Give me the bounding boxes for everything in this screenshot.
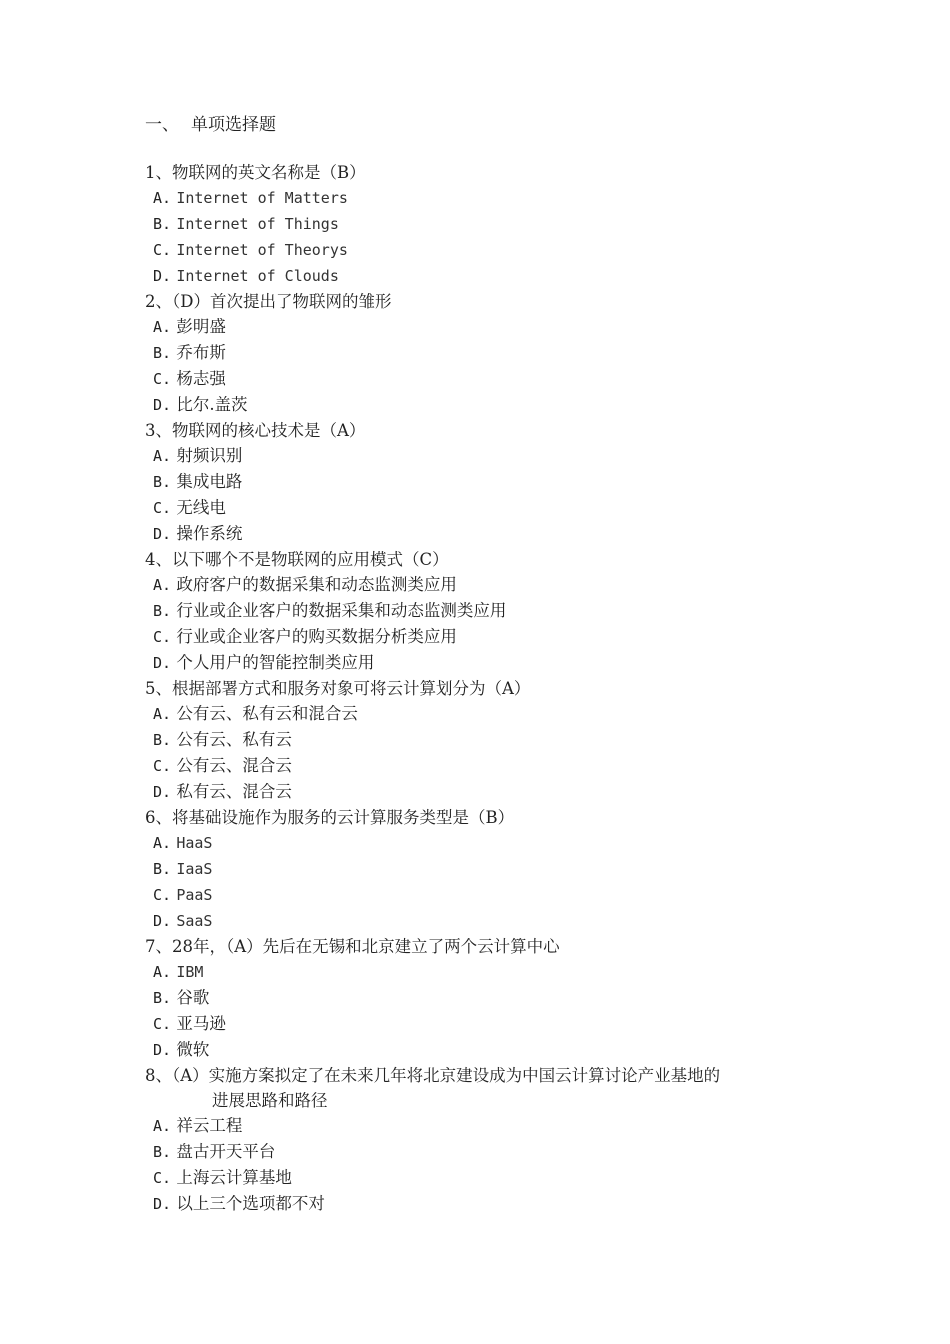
option-letter: A. [153, 963, 172, 981]
question-text: 5、根据部署方式和服务对象可将云计算划分为（A） [145, 679, 531, 698]
option-text: 祥云工程 [176, 1116, 243, 1135]
question-8 [145, 1063, 845, 1113]
option-text: PaaS [176, 886, 213, 904]
option-letter: B. [153, 473, 172, 491]
option-c [145, 624, 845, 650]
option-a [145, 959, 845, 985]
option-text: Internet of Matters [176, 189, 348, 207]
option-letter: A. [153, 318, 172, 336]
option-c [145, 1011, 845, 1037]
option-c [145, 495, 845, 521]
option-d [145, 779, 845, 805]
question-text-continuation: 进展思路和路径 [212, 1091, 328, 1110]
question-text: 4、以下哪个不是物联网的应用模式（C） [145, 550, 449, 569]
option-text: 微软 [176, 1040, 210, 1059]
option-letter: C. [153, 1169, 172, 1187]
option-letter: C. [153, 370, 172, 388]
option-text: 公有云、私有云和混合云 [176, 704, 358, 723]
question-text: 1、物联网的英文名称是（B） [145, 163, 366, 182]
option-d [145, 908, 845, 934]
option-text: 行业或企业客户的购买数据分析类应用 [176, 627, 457, 646]
option-letter: B. [153, 860, 172, 878]
option-text: IaaS [176, 860, 213, 878]
option-letter: D. [153, 783, 172, 801]
option-text: 乔布斯 [176, 343, 226, 362]
option-text: 以上三个选项都不对 [176, 1194, 325, 1213]
question-text: 8、（A）实施方案拟定了在未来几年将北京建设成为中国云计算讨论产业基地的 [145, 1066, 721, 1085]
question-6 [145, 805, 845, 830]
option-text: 盘古开天平台 [176, 1142, 276, 1161]
option-text: 比尔.盖茨 [176, 395, 248, 414]
option-text: 集成电路 [176, 472, 243, 491]
option-letter: C. [153, 757, 172, 775]
option-a [145, 572, 845, 598]
option-letter: D. [153, 1195, 172, 1213]
option-c [145, 882, 845, 908]
option-d [145, 1037, 845, 1063]
option-b [145, 469, 845, 495]
question-text: 3、物联网的核心技术是（A） [145, 421, 366, 440]
option-text: 政府客户的数据采集和动态监测类应用 [176, 575, 457, 594]
option-letter: B. [153, 602, 172, 620]
option-text: 私有云、混合云 [176, 782, 292, 801]
option-d [145, 1191, 845, 1217]
option-letter: B. [153, 989, 172, 1007]
option-letter: A. [153, 1117, 172, 1135]
option-letter: C. [153, 241, 172, 259]
option-letter: A. [153, 576, 172, 594]
option-letter: D. [153, 1041, 172, 1059]
option-text: 上海云计算基地 [176, 1168, 292, 1187]
option-c [145, 753, 845, 779]
section-number: 一、 [145, 115, 179, 135]
option-d [145, 521, 845, 547]
option-letter: D. [153, 525, 172, 543]
option-b [145, 985, 845, 1011]
option-a [145, 185, 845, 211]
option-text: 杨志强 [176, 369, 226, 388]
option-letter: C. [153, 886, 172, 904]
option-a [145, 443, 845, 469]
option-letter: A. [153, 447, 172, 465]
option-letter: D. [153, 396, 172, 414]
option-a [145, 830, 845, 856]
question-text: 7、28年，（A）先后在无锡和北京建立了两个云计算中心 [145, 937, 560, 956]
question-list [145, 160, 845, 1217]
option-letter: C. [153, 499, 172, 517]
option-b [145, 727, 845, 753]
option-letter: B. [153, 344, 172, 362]
section-heading [145, 113, 276, 137]
option-text: 公有云、混合云 [176, 756, 292, 775]
option-text: SaaS [176, 912, 213, 930]
option-b [145, 856, 845, 882]
option-letter: A. [153, 189, 172, 207]
option-letter: B. [153, 1143, 172, 1161]
option-b [145, 340, 845, 366]
question-5 [145, 676, 845, 701]
option-text: 行业或企业客户的数据采集和动态监测类应用 [176, 601, 507, 620]
option-letter: C. [153, 628, 172, 646]
option-d [145, 650, 845, 676]
option-a [145, 701, 845, 727]
option-a [145, 1113, 845, 1139]
section-title: 单项选择题 [191, 115, 276, 135]
option-text: Internet of Things [176, 215, 339, 233]
question-7 [145, 934, 845, 959]
option-letter: C. [153, 1015, 172, 1033]
option-text: 谷歌 [176, 988, 210, 1007]
option-letter: B. [153, 215, 172, 233]
option-letter: D. [153, 267, 172, 285]
option-b [145, 211, 845, 237]
option-b [145, 598, 845, 624]
option-a [145, 314, 845, 340]
question-text: 2、（D）首次提出了物联网的雏形 [145, 292, 392, 311]
option-letter: A. [153, 834, 172, 852]
option-c [145, 1165, 845, 1191]
option-text: HaaS [176, 834, 213, 852]
option-text: IBM [176, 963, 204, 981]
option-letter: B. [153, 731, 172, 749]
option-d [145, 263, 845, 289]
option-text: 无线电 [176, 498, 226, 517]
question-1 [145, 160, 845, 185]
option-text: 公有云、私有云 [176, 730, 292, 749]
option-text: Internet of Clouds [176, 267, 339, 285]
question-2 [145, 289, 845, 314]
option-c [145, 237, 845, 263]
option-text: 射频识别 [176, 446, 243, 465]
option-text: 亚马逊 [176, 1014, 226, 1033]
option-text: Internet of Theorys [176, 241, 348, 259]
option-text: 操作系统 [176, 524, 243, 543]
option-d [145, 392, 845, 418]
option-letter: A. [153, 705, 172, 723]
option-letter: D. [153, 912, 172, 930]
option-letter: D. [153, 654, 172, 672]
question-text: 6、将基础设施作为服务的云计算服务类型是（B） [145, 808, 515, 827]
option-text: 个人用户的智能控制类应用 [176, 653, 375, 672]
option-c [145, 366, 845, 392]
option-b [145, 1139, 845, 1165]
question-4 [145, 547, 845, 572]
option-text: 彭明盛 [176, 317, 226, 336]
question-3 [145, 418, 845, 443]
